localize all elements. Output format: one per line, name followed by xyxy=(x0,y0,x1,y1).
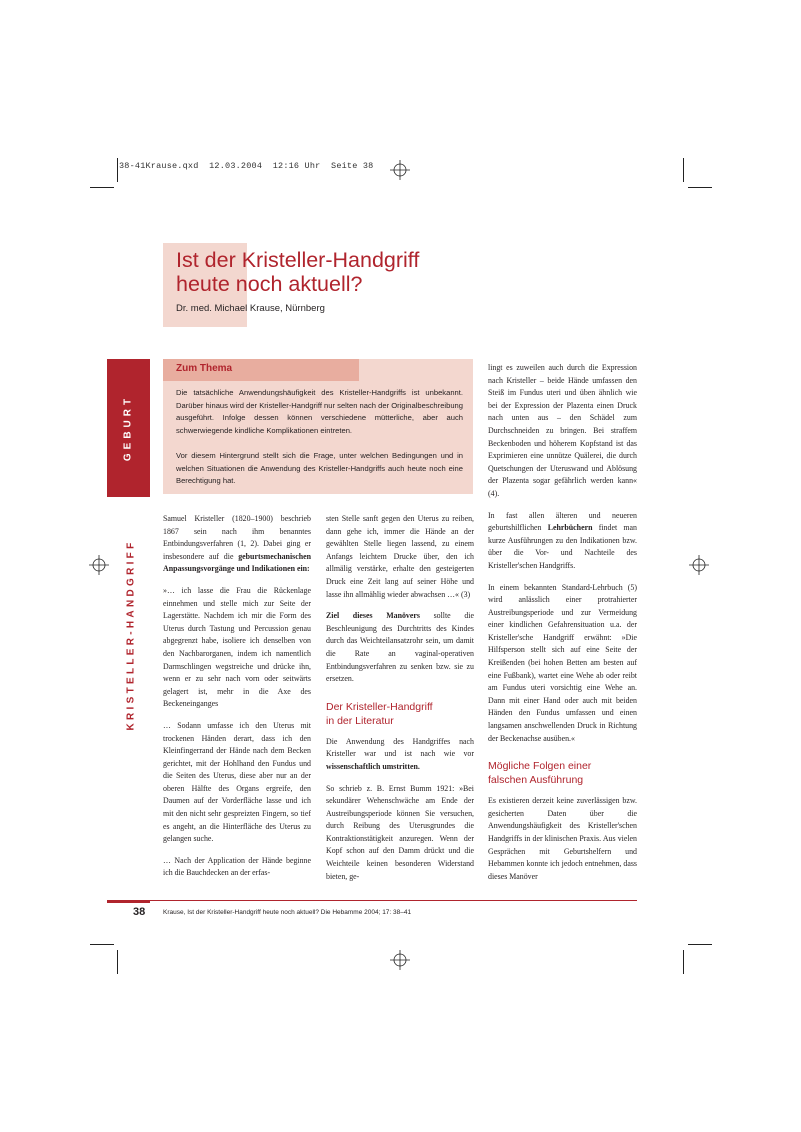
crop-mark xyxy=(688,944,712,945)
paragraph: In einem bekannten Standard-Lehrbuch (5) wird anlässlich einer protrahierter Austreibungsperiode und zur Vermeidung einer kindlichen Gefahrensituation u.a. der Kristeller'sche Handgriff erwähnt: »Die Hilfsperson stellt sich auf eine Seite der Kreißenden (bei hohen Betten am besten auf eine Fußbank), wartet eine Wehe ab oder reibt am Fundus uteri vorsichtig eine Wehe an. Dann mit einer Hand oder auch mit beiden Händen den Fundus umfassen und einen langsamen anschwellenden Druck in Richtung der Beckenachse ausüben.« xyxy=(488,582,637,743)
heading-line-2: falschen Ausführung xyxy=(488,774,584,787)
quote-paragraph: »… ich lasse die Frau die Rückenlage einnehmen und stelle mich zur Seite der Lagerstätte. Nachdem ich mir die Form des Uterus durch Tastung und Percussion genau abgegrenzt habe, isoliere ich denselben von den Nachbarorganen, indem ich namentlich Darmschlingen wegstreiche und drücke ihn, wenn er zu sehr nach vorn oder seitwärts gelagert ist, mehr in die Axe des Beckeneinganges xyxy=(163,585,311,709)
crop-mark xyxy=(117,158,118,182)
quote-paragraph: sten Stelle sanft gegen den Uterus zu reiben, dann gehe ich, immer die Hände an der gewählten Stelle liegen lassend, zu einem Anfangs leichtem Drucke über, den ich allmälig verstärke, erhalte den gesteigerten Druck eine Zeit lang auf seiner Höhe und lasse ihn allmählig wieder abwachsen …« (3) xyxy=(326,514,474,599)
registration-mark-top xyxy=(390,160,410,180)
heading-line-1: Mögliche Folgen einer xyxy=(488,760,592,773)
quote-paragraph: … Sodann umfasse ich den Uterus mit trockenen Händen derart, dass ich den Kleinfingerrand der Hände nach dem Becken gerichtet, mit der Hohlhand den Fundus und die Seiten des Uterus, diese aber nur an der oberen Hälfte des Organs ergreife, den Daumen auf der Vorderfläche lasse und ich mit den nicht sehr gespreizten Fingern, so tief es angeht, an die Hinterfläche des Uterus zu gelangen suche. xyxy=(163,720,311,844)
footer-citation: Krause, Ist der Kristeller-Handgriff heute noch aktuell? Die Hebamme 2004; 17: 38–41 xyxy=(163,909,412,916)
footer-rule xyxy=(107,900,637,901)
running-side-title: KRISTELLER-HANDGRIFF xyxy=(125,539,137,731)
crop-mark xyxy=(117,950,118,974)
printer-slug: 38-41Krause.qxd 12.03.2004 12:16 Uhr Seite 38 xyxy=(119,161,374,171)
summary-box-heading: Zum Thema xyxy=(176,363,233,374)
title-line-1: Ist der Kristeller-Handgriff xyxy=(176,248,420,272)
crop-mark xyxy=(90,187,114,188)
crop-mark xyxy=(688,187,712,188)
summary-paragraph-1: Die tatsächliche Anwendungshäufigkeit des Kristeller-Handgriffs ist unbekannt. Darüber hinaus wird der Kristeller-Handgriff nur selten nach der Originalbeschreibung ausgeführt. Infolge dessen können verschiedene mütterliche, aber auch schwerwiegende kindliche Komplikationen eintreten. xyxy=(176,388,463,435)
page-number: 38 xyxy=(133,906,146,918)
heading-line-2: in der Literatur xyxy=(326,714,394,727)
article-title xyxy=(176,248,576,296)
paragraph-text: In fast allen älteren und neueren geburtshilflichen xyxy=(488,510,637,533)
paragraph: Es existieren derzeit keine zuverlässigen bzw. gesicherten Daten über die Anwendungshäufigkeit des Kristeller'schen Handgriffs in der klinischen Praxis. Aus vielen Gesprächen mit Geburtshelfern und Hebammen konnte ich jedoch entnehmen, dass dieses Manöver xyxy=(488,796,637,881)
text-column-3 xyxy=(488,362,637,892)
paragraph-emphasis: geburtsmechanischen Anpassungsvorgänge und Indikationen ein: xyxy=(163,551,311,574)
paragraph-emphasis: wissenschaftlich umstritten. xyxy=(326,761,420,771)
crop-mark xyxy=(90,944,114,945)
registration-mark-left xyxy=(89,555,109,575)
footer-accent xyxy=(107,900,150,903)
section-tab-label: GEBURT xyxy=(122,394,134,462)
paragraph xyxy=(326,736,474,774)
text-column-1 xyxy=(163,513,311,889)
paragraph xyxy=(488,510,637,573)
quote-paragraph: So schrieb z. B. Ernst Bumm 1921: »Bei sekundärer Wehenschwäche am Ende der Austreibungsperiode können Sie versuchen, durch Reibung des Uterusgrundes die Kontraktionstätigkeit anzuregen. Wenn der Kopf schon auf den Damm drückt und die Weichteile keinen besonderen Widerstand bieten, ge- xyxy=(326,783,474,881)
paragraph xyxy=(163,513,311,576)
author-line: Dr. med. Michael Krause, Nürnberg xyxy=(176,303,325,314)
quote-paragraph: … Nach der Application der Hände beginne ich die Bauchdecken an der erfas- xyxy=(163,855,311,878)
paragraph-text: Samuel Kristeller (1820–1900) beschrieb 1867 sein nach ihm benanntes Entbindungsverfahren (1, 2). Dabei ging er insbesondere auf die xyxy=(163,514,311,561)
quote-paragraph: lingt es zuweilen auch durch die Expression nach Kristeller – beide Hände umfassen den Steiß im Fundus uteri und üben ähnlich wie bei der Expression der Plazenta einen Druck nach unten aus – den Schädel zum Durchschneiden zu bringen. Bei straffem Beckenboden und höherem Kopfstand ist das Exprimieren eine unnütze Quälerei, die durch Quetschungen der Uteruswand und Ablösung der Plazenta sogar gefährlich werden kann« (4). xyxy=(488,363,637,498)
title-line-2: heute noch aktuell? xyxy=(176,272,363,296)
text-column-2 xyxy=(326,513,474,892)
section-heading xyxy=(326,700,474,728)
summary-paragraph-2: Vor diesem Hintergrund stellt sich die Frage, unter welchen Bedingungen und in welchen Situationen die Anwendung des Kristeller-Handgriffs auch heute noch eine Berechtigung hat. xyxy=(176,451,463,486)
paragraph-emphasis: Lehrbüchern xyxy=(547,523,593,533)
paragraph-text: Die Anwendung des Handgriffes nach Kristeller war und ist nach wie vor xyxy=(326,736,474,759)
paragraph xyxy=(326,610,474,686)
registration-mark-bottom xyxy=(390,950,410,970)
section-heading xyxy=(488,759,637,787)
heading-line-1: Der Kristeller-Handgriff xyxy=(326,700,433,713)
crop-mark xyxy=(683,158,684,182)
paragraph-text: findet man kurze Ausführungen zu den Indikationen bzw. über die Vor- und Nachteile des Kristeller'schen Handgriffs. xyxy=(488,523,637,570)
crop-mark xyxy=(683,950,684,974)
paragraph-text: sollte die Beschleunigung des Durchtritts des Kindes durch das Weichteilansatzrohr sein, um damit die Rate an vaginal-operativen Entbindungsverfahren zu senken bzw. sie zu ersetzen. xyxy=(326,611,474,684)
paragraph-emphasis: Ziel dieses Manövers xyxy=(326,611,420,621)
registration-mark-right xyxy=(689,555,709,575)
